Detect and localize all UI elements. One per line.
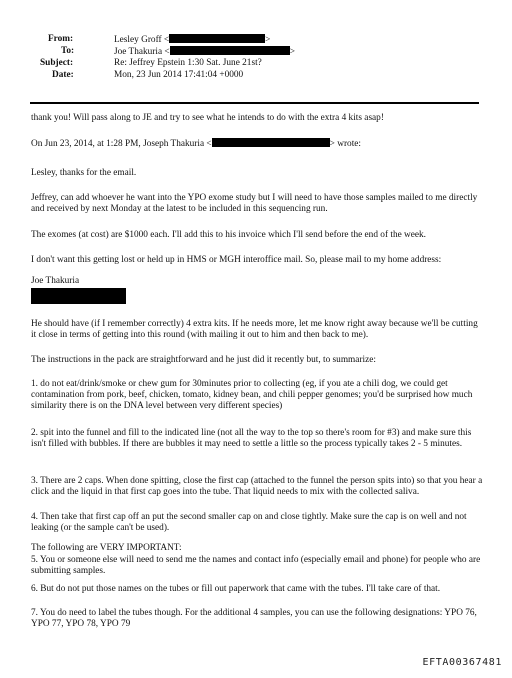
instruction-6: 6. But do not put those names on the tubes or fill out paperwork that came with the tubes. I'll take care of that.	[31, 584, 441, 594]
instruction-5: 5. You or someone else will need to send me the names and contact info (especially email and phone) for people who are submitting samples.	[31, 555, 481, 576]
from-row	[40, 34, 340, 46]
redaction-box	[169, 34, 265, 43]
paragraph-address: I don't want this getting lost or held up in HMS or MGH interoffice mail. So, please mail to my home address:	[31, 255, 442, 265]
instruction-3: 3. There are 2 caps. When done spitting, close the first cap (attached to the funnel the person spits into) so that you hear a click and the liquid in that first cap goes into the tube. That liquid needs to mix with the collected saliva.	[31, 476, 483, 497]
reply-text: thank you! Will pass along to JE and try to see what he intends to do with the extra 4 kits asap!	[31, 113, 384, 123]
paragraph-study: Jeffrey, can add whoever he want into the YPO exome study but I will need to have those samples mailed to me directly and received by next Monday at the latest to be included in this sequencing run.	[31, 193, 478, 214]
redaction-box	[170, 46, 290, 55]
date-row	[40, 70, 340, 82]
date-label: Date:	[52, 70, 74, 80]
subject-row	[40, 58, 340, 70]
from-value: Lesley Groff < >	[114, 35, 271, 45]
paragraph-summary: The instructions in the pack are straightforward and he just did it recently but, to summarize:	[31, 355, 376, 365]
document-id: EFTA00367481	[422, 657, 502, 668]
paragraph-cost: The exomes (at cost) are $1000 each. I'll add this to his invoice which I'll send before the end of the week.	[31, 230, 426, 240]
redaction-box	[212, 138, 330, 147]
instruction-4: 4. Then take that first cap off an put the second smaller cap on and close tightly. Make sure the cap is on well and not leaking (or the sample can't be used).	[31, 512, 467, 533]
important-heading: The following are VERY IMPORTANT:	[31, 543, 182, 553]
subject-label: Subject:	[40, 58, 74, 68]
to-row	[40, 46, 340, 58]
address-redaction	[31, 288, 126, 304]
email-header	[40, 34, 340, 82]
to-label: To:	[61, 46, 75, 56]
greeting: Lesley, thanks for the email.	[31, 168, 137, 178]
to-value: Joe Thakuria < >	[114, 47, 295, 57]
subject-value: Re: Jeffrey Epstein 1:30 Sat. June 21st?	[114, 58, 262, 68]
date-value: Mon, 23 Jun 2014 17:41:04 +0000	[114, 70, 244, 80]
signature: Joe Thakuria	[31, 276, 80, 286]
instruction-1: 1. do not eat/drink/smoke or chew gum for 30minutes prior to collecting (eg, if you ate a chili dog, we could get contamination from pork, beef, chicken, tomato, kidney bean, and chili pepper genomes; you'd be surprised how much similarity there is on the DNA level between very different species)	[31, 379, 473, 411]
header-divider	[30, 102, 479, 104]
instruction-2: 2. spit into the funnel and fill to the indicated line (not all the way to the top so there's room for #3) and make sure this isn't filled with bubbles. If there are bubbles it may need to settle a little so the process typically takes 2 - 5 minutes.	[31, 428, 472, 449]
quote-intro: On Jun 23, 2014, at 1:28 PM, Joseph Thakuria < > wrote:	[31, 139, 361, 149]
from-label: From:	[48, 34, 74, 44]
instruction-7: 7. You do need to label the tubes though. For the additional 4 samples, you can use the following designations: YPO 76, YPO 77, YPO 78, YPO 79	[31, 608, 477, 629]
paragraph-kits: He should have (if I remember correctly) 4 extra kits. If he needs more, let me know right away because we'll be cutting it close in terms of getting into this round (with mailing it out to him and then back to me).	[31, 319, 478, 340]
